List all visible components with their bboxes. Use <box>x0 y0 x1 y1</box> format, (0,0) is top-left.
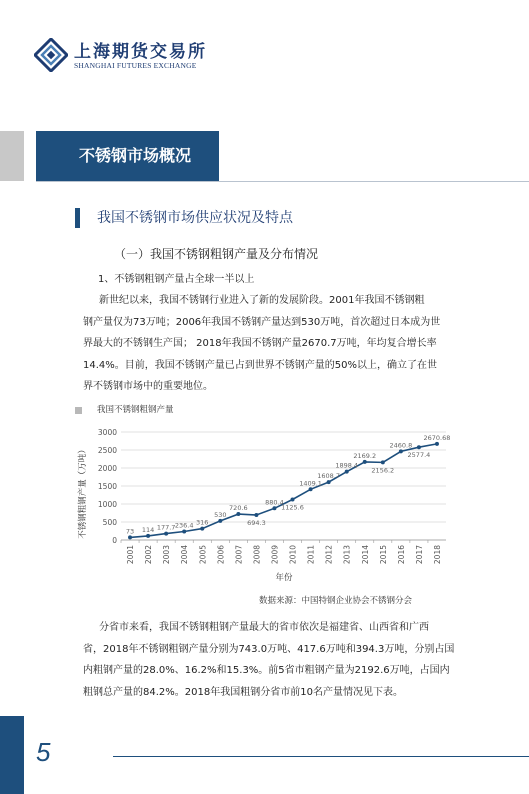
data-point <box>146 534 150 538</box>
data-value-label: 236.4 <box>174 521 194 530</box>
y-tick-label: 1500 <box>97 482 117 491</box>
data-point <box>291 497 295 501</box>
data-value-label: 316 <box>196 518 209 527</box>
x-tick-label: 2002 <box>144 545 154 565</box>
y-tick-label: 2500 <box>97 446 117 455</box>
y-axis-label: 不锈钢粗钢产量（万吨） <box>78 445 88 539</box>
data-value-label: 530 <box>214 510 227 519</box>
x-tick-label: 2006 <box>216 545 226 565</box>
section-marker <box>75 208 80 228</box>
data-point <box>327 480 331 484</box>
data-point <box>381 460 385 464</box>
exchange-logo-icon <box>34 38 68 72</box>
paragraph-provinces <box>83 617 479 703</box>
data-point <box>417 445 421 449</box>
paragraph-line: 内粗钢产量的28.0%、16.2%和15.3%。前5省市粗钢产量为2192.6万吨，占国内 <box>83 665 450 676</box>
data-point <box>435 442 439 446</box>
data-value-label: 880.4 <box>265 498 284 507</box>
data-point <box>200 527 204 531</box>
x-tick-label: 2008 <box>252 545 262 565</box>
data-value-label: 694.3 <box>247 519 266 528</box>
paragraph-line: 分省市来看，我国不锈钢粗钢产量最大的省市依次是福建省、山西省和广西 <box>99 622 429 633</box>
left-accent-block <box>0 131 24 181</box>
x-tick-label: 2004 <box>180 545 190 565</box>
data-point <box>272 506 276 510</box>
x-tick-label: 2009 <box>270 545 280 565</box>
paragraph-intro <box>83 290 479 398</box>
x-tick-label: 2012 <box>324 545 334 565</box>
data-value-label: 720.6 <box>229 504 248 513</box>
data-value-label: 2460.8 <box>389 441 413 450</box>
paragraph-line: 界不锈钢市场中的重要地位。 <box>83 381 213 392</box>
logo-english-name: SHANGHAI FUTURES EXCHANGE <box>74 61 197 70</box>
x-tick-label: 2017 <box>414 545 424 565</box>
data-point <box>182 529 186 533</box>
data-value-label: 1608.7 <box>317 472 341 481</box>
data-point <box>164 532 168 536</box>
data-value-label: 1409.1 <box>299 479 322 488</box>
data-point <box>236 512 240 516</box>
x-axis-label: 年份 <box>275 573 293 583</box>
data-value-label: 2169.2 <box>353 451 377 460</box>
data-source: 数据来源：中国特钢企业协会不锈钢分会 <box>259 596 413 606</box>
y-tick-label: 2000 <box>97 464 117 473</box>
data-point <box>254 513 258 517</box>
y-tick-label: 500 <box>102 518 117 527</box>
x-tick-label: 2015 <box>378 545 388 565</box>
paragraph-line: 粗钢总产量的84.2%。2018年我国粗钢分省市前10名产量情况见下表。 <box>83 686 403 698</box>
y-tick-label: 3000 <box>97 428 117 437</box>
data-value-label: 114 <box>141 525 155 534</box>
subsubsection-title: 1、不锈钢粗钢产量占全球一半以上 <box>98 274 255 285</box>
data-value-label: 177.7 <box>156 523 176 532</box>
x-tick-label: 2018 <box>432 545 442 565</box>
data-point <box>128 535 132 539</box>
y-tick-label: 1000 <box>97 500 117 509</box>
y-tick-label: 0 <box>112 536 117 545</box>
data-value-label: 2670.68 <box>423 433 451 442</box>
subsection-title: （一）我国不锈钢粗钢产量及分布情况 <box>114 247 319 261</box>
banner-divider <box>36 181 529 182</box>
data-value-label: 1898.4 <box>335 461 359 470</box>
x-tick-label: 2003 <box>162 545 172 565</box>
data-value-label: 2156.2 <box>371 466 395 475</box>
x-tick-label: 2001 <box>126 545 136 565</box>
x-tick-label: 2013 <box>342 545 352 565</box>
paragraph-line: 省，2018年不锈钢粗钢产量分别为743.0万吨、417.6万吨和394.3万吨，分别占国 <box>83 643 455 655</box>
data-point <box>309 487 313 491</box>
data-value-label: 1125.6 <box>281 503 304 512</box>
logo-chinese-name: 上海期货交易所 <box>74 42 207 62</box>
chart-legend: 我国不锈钢粗钢产量 <box>97 405 174 415</box>
paragraph-line: 14.4%。目前，我国不锈钢产量已占到世界不锈钢产量的50%以上，确立了在世 <box>83 359 437 371</box>
x-tick-label: 2005 <box>198 545 208 565</box>
data-point <box>218 519 222 523</box>
x-tick-label: 2010 <box>288 545 298 565</box>
x-tick-label: 2014 <box>360 545 370 565</box>
paragraph-line: 界最大的不锈钢生产国； 2018年我国不锈钢产量2670.7万吨，年均复合增长率 <box>83 338 437 349</box>
data-value-label: 2577.4 <box>407 451 431 460</box>
production-line-chart <box>74 420 464 595</box>
data-point <box>345 470 349 474</box>
data-value-label: 73 <box>125 527 135 536</box>
data-point <box>399 449 403 453</box>
chapter-banner: 不锈钢市场概况 <box>36 131 219 181</box>
data-point <box>363 460 367 464</box>
section-title: 我国不锈钢市场供应状况及特点 <box>97 210 293 226</box>
paragraph-line: 钢产量仅为73万吨；2006年我国不锈钢产量达到530万吨，首次超过日本成为世 <box>83 316 441 328</box>
paragraph-line: 新世纪以来，我国不锈钢行业进入了新的发展阶段。2001年我国不锈钢粗 <box>99 295 425 306</box>
footer-divider <box>113 756 529 757</box>
legend-swatch <box>75 407 82 414</box>
page-number: 5 <box>36 737 51 767</box>
x-tick-label: 2007 <box>234 545 244 565</box>
footer-accent-block <box>0 716 24 794</box>
x-tick-label: 2016 <box>396 545 406 565</box>
x-tick-label: 2011 <box>306 545 316 565</box>
